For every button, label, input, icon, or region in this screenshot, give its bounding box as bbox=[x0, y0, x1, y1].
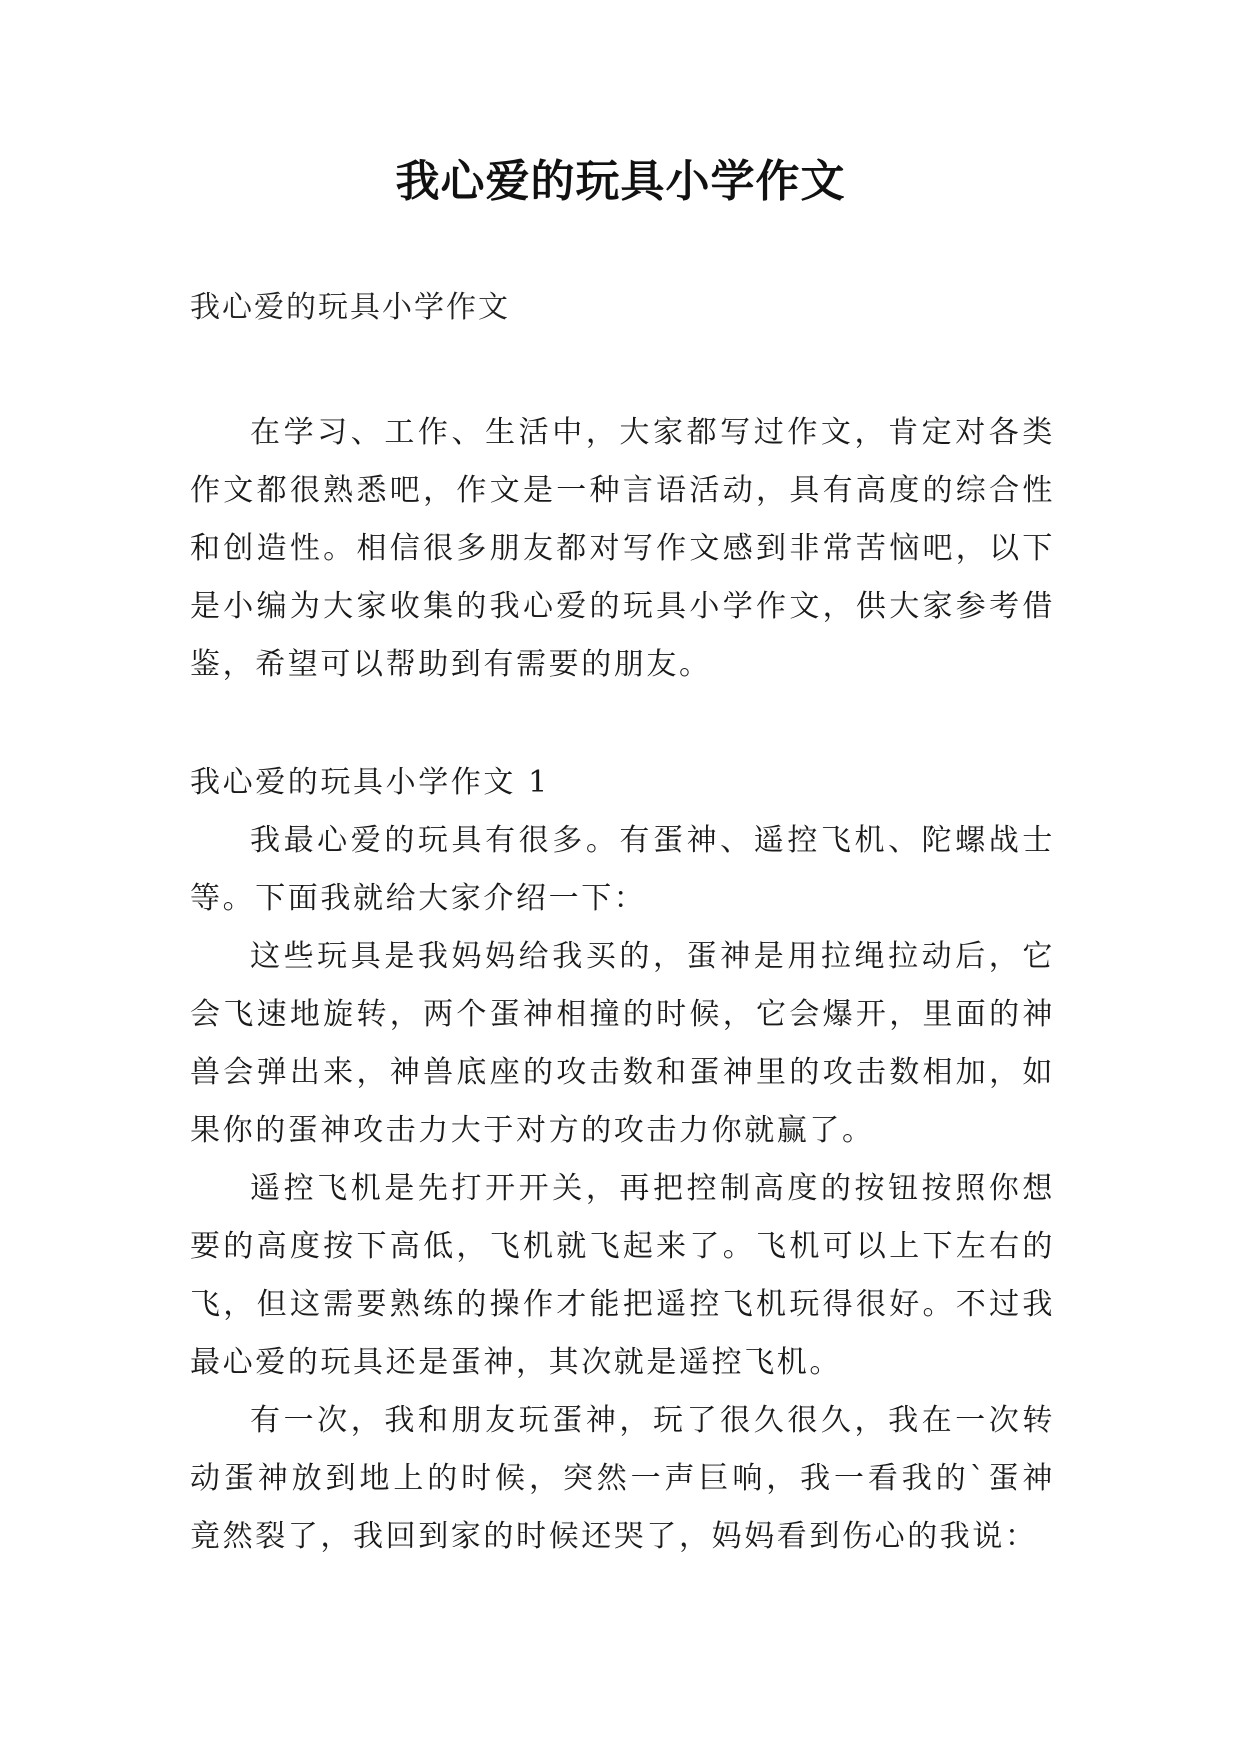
essay-section bbox=[190, 754, 1055, 1566]
document-subtitle: 我心爱的玩具小学作文 bbox=[190, 290, 510, 325]
essay-paragraph-3: 遥控飞机是先打开开关，再把控制高度的按钮按照你想要的高度按下高低，飞机就飞起来了。飞机可以上下左右的飞，但这需要熟练的操作才能把遥控飞机玩得很好。不过我最心爱的玩具还是蛋神，其次就是遥控飞机。 bbox=[190, 1171, 1055, 1380]
intro-paragraph: 在学习、工作、生活中，大家都写过作文，肯定对各类作文都很熟悉吧，作文是一种言语活动，具有高度的综合性和创造性。相信很多朋友都对写作文感到非常苦恼吧，以下是小编为大家收集的我心爱的玩具小学作文，供大家参考借鉴，希望可以帮助到有需要的朋友。 bbox=[190, 415, 1055, 682]
document-title: 我心爱的玩具小学作文 bbox=[395, 156, 846, 207]
essay-paragraph-1: 我最心爱的玩具有很多。有蛋神、遥控飞机、陀螺战士等。下面我就给大家介绍一下： bbox=[190, 823, 1055, 916]
essay-paragraph-2: 这些玩具是我妈妈给我买的，蛋神是用拉绳拉动后，它会飞速地旋转，两个蛋神相撞的时候，它会爆开，里面的神兽会弹出来，神兽底座的攻击数和蛋神里的攻击数相加，如果你的蛋神攻击力大于对方的攻击力你就赢了。 bbox=[190, 939, 1055, 1148]
essay-heading: 我心爱的玩具小学作文 1 bbox=[190, 765, 550, 800]
essay-paragraph-4: 有一次，我和朋友玩蛋神，玩了很久很久，我在一次转动蛋神放到地上的时候，突然一声巨响，我一看我的`蛋神竟然裂了，我回到家的时候还哭了，妈妈看到伤心的我说： bbox=[190, 1403, 1055, 1554]
intro-section bbox=[190, 404, 1055, 694]
